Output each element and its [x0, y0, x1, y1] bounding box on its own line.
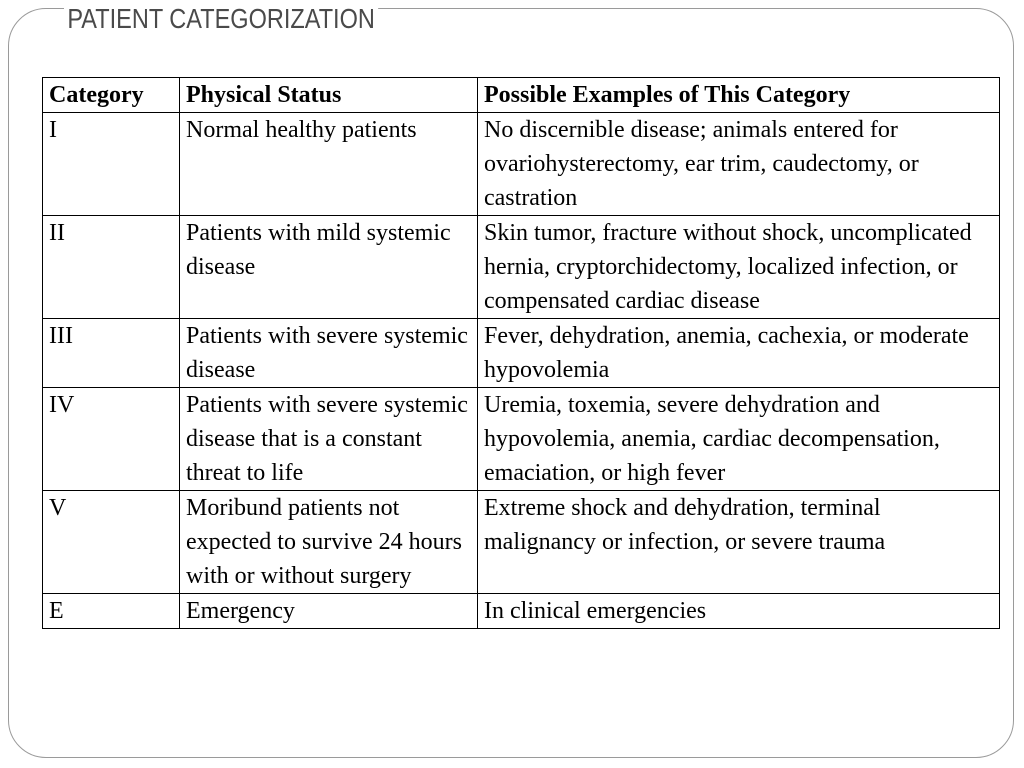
table-row	[43, 491, 1000, 594]
table-header-row	[43, 78, 1000, 113]
cell-examples: In clinical emergencies	[478, 594, 1000, 629]
table-row	[43, 216, 1000, 319]
header-physical-status: Physical Status	[180, 78, 478, 113]
slide-title: PATIENT CATEGORIZATION	[64, 2, 378, 36]
cell-physical-status: Patients with mild systemic disease	[180, 216, 478, 319]
cell-examples: No discernible disease; animals entered for ovariohysterectomy, ear trim, caudectomy, or castration	[478, 113, 1000, 216]
cell-physical-status: Moribund patients not expected to survive 24 hours with or without surgery	[180, 491, 478, 594]
cell-examples: Fever, dehydration, anemia, cachexia, or moderate hypovolemia	[478, 319, 1000, 388]
cell-category: E	[43, 594, 180, 629]
table-row	[43, 113, 1000, 216]
cell-physical-status: Patients with severe systemic disease that is a constant threat to life	[180, 388, 478, 491]
patient-categorization-table	[42, 77, 1000, 629]
cell-category: IV	[43, 388, 180, 491]
header-category: Category	[43, 78, 180, 113]
cell-category: I	[43, 113, 180, 216]
cell-physical-status: Normal healthy patients	[180, 113, 478, 216]
table-row	[43, 319, 1000, 388]
cell-physical-status: Patients with severe systemic disease	[180, 319, 478, 388]
cell-examples: Extreme shock and dehydration, terminal malignancy or infection, or severe trauma	[478, 491, 1000, 594]
cell-category: II	[43, 216, 180, 319]
table-row	[43, 388, 1000, 491]
table-row	[43, 594, 1000, 629]
cell-examples: Skin tumor, fracture without shock, uncomplicated hernia, cryptorchidectomy, localized infection, or compensated cardiac disease	[478, 216, 1000, 319]
header-examples: Possible Examples of This Category	[478, 78, 1000, 113]
cell-physical-status: Emergency	[180, 594, 478, 629]
cell-examples: Uremia, toxemia, severe dehydration and hypovolemia, anemia, cardiac decompensation, emaciation, or high fever	[478, 388, 1000, 491]
cell-category: V	[43, 491, 180, 594]
cell-category: III	[43, 319, 180, 388]
